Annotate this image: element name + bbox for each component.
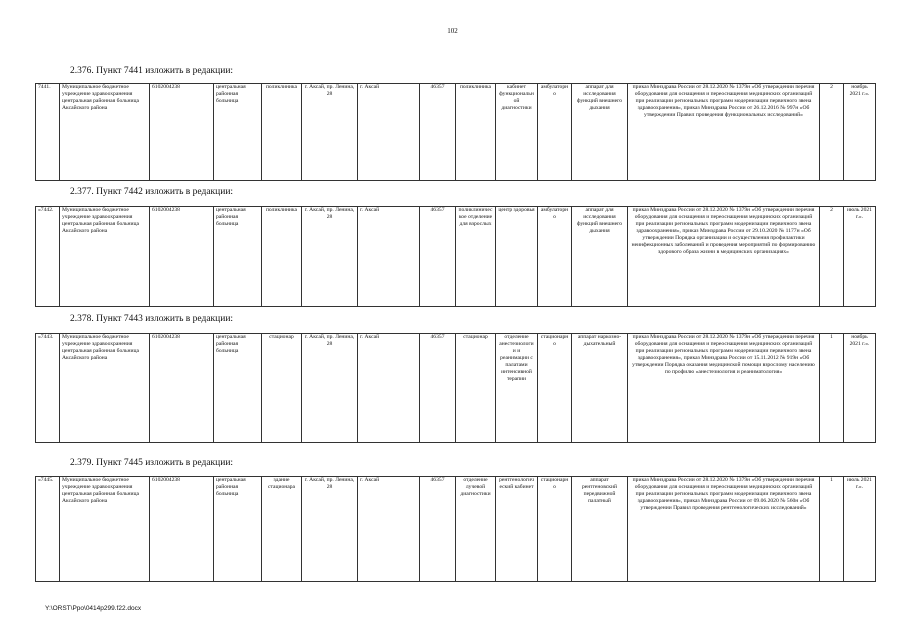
cell-okato: 46357 — [420, 334, 456, 443]
cell-item-number: «7442. — [36, 207, 60, 307]
cell-department: стационар — [456, 334, 496, 443]
cell-org-type: центральная районная больница — [214, 207, 262, 307]
cell-okato: 46357 — [420, 84, 456, 181]
section-heading: 2.378. Пункт 7443 изложить в редакции: — [70, 314, 234, 324]
cell-equipment: аппарат наркозно-дыхательный — [572, 334, 628, 443]
cell-locality: г. Аксай — [358, 84, 420, 181]
record-table — [35, 206, 876, 307]
cell-item-number: «7445. — [36, 477, 60, 582]
cell-equipment: аппарат рентгеновский передвижной палатный — [572, 477, 628, 582]
cell-org-type: центральная районная больница — [214, 84, 262, 181]
cell-item-number: «7443. — [36, 334, 60, 443]
cell-equipment: аппарат для исследования функций внешнего дыхания — [572, 207, 628, 307]
file-path-footer: Y:\ORST\Ppo\0414p299.f22.docx — [45, 605, 142, 612]
cell-care-type: стационарно — [538, 334, 572, 443]
cell-subdivision: поликлиника — [262, 84, 302, 181]
cell-okato: 46357 — [420, 477, 456, 582]
cell-subdivision: здание стационара — [262, 477, 302, 582]
cell-equipment: аппарат для исследования функций внешнего дыхания — [572, 84, 628, 181]
cell-department: поликлиническое отделение для взрослых — [456, 207, 496, 307]
cell-inn: 6102004238 — [150, 334, 214, 443]
cell-department: отделение лучевой диагностики — [456, 477, 496, 582]
cell-quantity: 1 — [820, 477, 844, 582]
cell-regulation: приказ Минздрава России от 28.12.2020 № 1379н «Об утверждении перечня оборудования для оснащения и переоснащения медицинских организаций при реализации региональных программ модернизации первичного звена здравоохранения», приказ Минздрава России от 09.06.2020 № 560н «Об утверждении Правил проведения рентгенологических исследований» — [628, 477, 820, 582]
record-table — [35, 476, 876, 582]
cell-quantity: 1 — [820, 334, 844, 443]
cell-organization: Муниципальное бюджетное учреждение здравоохранения центральная районная больница Аксайского района — [60, 334, 150, 443]
table-row — [36, 477, 876, 582]
cell-organization: Муниципальное бюджетное учреждение здравоохранения центральная районная больница Аксайского района — [60, 207, 150, 307]
cell-org-type: центральная районная больница — [214, 477, 262, 582]
cell-care-type: стационарно — [538, 477, 572, 582]
cell-address: г. Аксай, пр. Ленина, 28 — [302, 84, 358, 181]
cell-room: рентгенологический кабинет — [496, 477, 538, 582]
cell-locality: г. Аксай — [358, 334, 420, 443]
cell-term: июль 2021 г.». — [844, 207, 876, 307]
cell-regulation: приказ Минздрава России от 28.12.2020 № 1379н «Об утверждении перечня оборудования для оснащения и переоснащения медицинских организаций при реализации региональных программ модернизации первичного звена здравоохранения», приказ Минздрава России от 29.10.2020 № 1177н «Об утверждении Порядка организации и осуществления профилактики неинфекционных заболеваний и проведения мероприятий по формированию здорового образа жизни в медицинских организациях» — [628, 207, 820, 307]
cell-inn: 6102004238 — [150, 84, 214, 181]
table-row — [36, 207, 876, 307]
cell-organization: Муниципальное бюджетное учреждение здравоохранения центральная районная больница Аксайского района — [60, 477, 150, 582]
cell-locality: г. Аксай — [358, 477, 420, 582]
cell-regulation: приказ Минздрава России от 28.12.2020 № 1379н «Об утверждении перечня оборудования для оснащения и переоснащения медицинских организаций при реализации региональных программ модернизации первичного звена здравоохранения», приказ Минздрава России от 26.12.2016 № 997н «Об утверждении Правил проведения функциональных исследований» — [628, 84, 820, 181]
record-table — [35, 333, 876, 443]
cell-room: кабинет функциональной диагностики — [496, 84, 538, 181]
cell-item-number: 7441. — [36, 84, 60, 181]
cell-department: поликлиника — [456, 84, 496, 181]
section-heading: 2.377. Пункт 7442 изложить в редакции: — [70, 187, 234, 197]
cell-care-type: амбулаторно — [538, 84, 572, 181]
cell-room: центр здоровья — [496, 207, 538, 307]
cell-okato: 46357 — [420, 207, 456, 307]
cell-subdivision: стационар — [262, 334, 302, 443]
table-row — [36, 84, 876, 181]
section-heading: 2.379. Пункт 7445 изложить в редакции: — [70, 458, 234, 468]
table-row — [36, 334, 876, 443]
cell-term: ноябрь 2021 г.». — [844, 84, 876, 181]
cell-address: г. Аксай, пр. Ленина, 28 — [302, 207, 358, 307]
cell-org-type: центральная районная больница — [214, 334, 262, 443]
cell-room: отделение анестезиологии и реанимации с палатами интенсивной терапии — [496, 334, 538, 443]
cell-regulation: приказ Минздрава России от 28.12.2020 № 1379н «Об утверждении перечня оборудования для оснащения и переоснащения медицинских организаций при реализации региональных программ модернизации первичного звена здравоохранения», приказ Минздрава России от 15.11.2012 № 919н «Об утверждении Порядка оказания медицинской помощи взрослому населению по профилю «анестезиология и реаниматология» — [628, 334, 820, 443]
cell-care-type: амбулаторно — [538, 207, 572, 307]
cell-organization: Муниципальное бюджетное учреждение здравоохранения центральная районная больница Аксайского района — [60, 84, 150, 181]
cell-subdivision: поликлиника — [262, 207, 302, 307]
section-heading: 2.376. Пункт 7441 изложить в редакции: — [70, 66, 234, 76]
cell-locality: г. Аксай — [358, 207, 420, 307]
cell-quantity: 2 — [820, 207, 844, 307]
cell-address: г. Аксай, пр. Ленина, 28 — [302, 334, 358, 443]
record-table — [35, 83, 876, 181]
page-number: 102 — [447, 27, 458, 35]
cell-quantity: 2 — [820, 84, 844, 181]
cell-inn: 6102004238 — [150, 477, 214, 582]
cell-inn: 6102004238 — [150, 207, 214, 307]
cell-term: ноябрь 2021 г.». — [844, 334, 876, 443]
cell-term: июль 2021 г.». — [844, 477, 876, 582]
cell-address: г. Аксай, пр. Ленина, 28 — [302, 477, 358, 582]
